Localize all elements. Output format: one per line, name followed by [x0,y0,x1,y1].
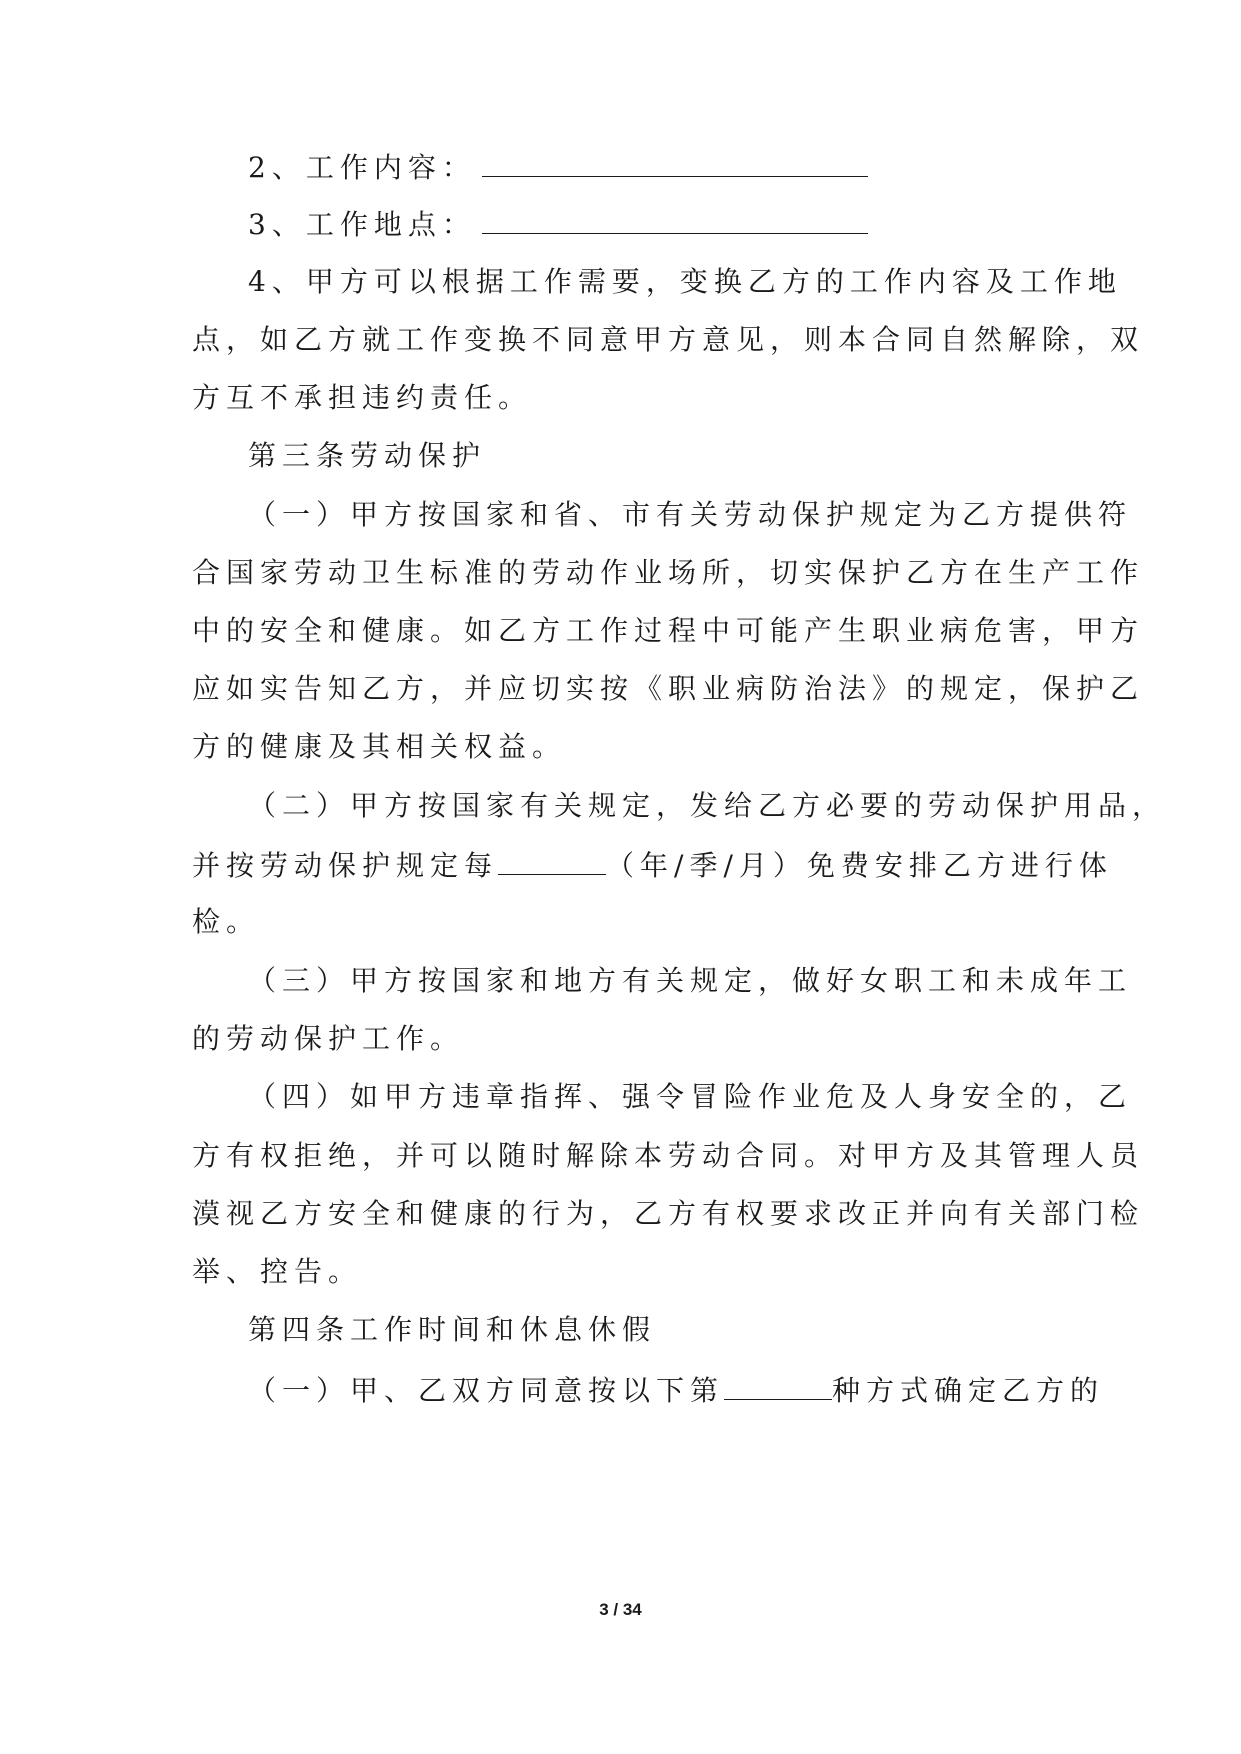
work-location-blank [482,203,868,234]
article-3-clause-3-line-2: 的劳动保护工作。 [192,1022,465,1055]
page-number: 3 / 34 [599,1600,642,1619]
article-3-clause-4-line-4: 举、控告。 [192,1255,363,1288]
article-4-clause-1-before: （一）甲、乙双方同意按以下第 [248,1374,725,1407]
article-4-heading: 第四条工作时间和休息休假 [248,1313,657,1346]
checkup-frequency-blank [498,844,606,875]
article-3-clause-3-line-1: （三）甲方按国家和地方有关规定，做好女职工和未成年工 [248,964,1133,997]
item-4-line-3: 方互不承担违约责任。 [192,381,533,414]
clause-2-line-2-before: 并按劳动保护规定每 [192,849,499,882]
article-3-clause-2-line-3: 检。 [192,905,261,938]
article-3-clause-4-line-2: 方有权拒绝，并可以随时解除本劳动合同。对甲方及其管理人员 [192,1139,1145,1172]
article-4-clause-1-line-1 [248,1369,1104,1409]
article-3-clause-4-line-1: （四）如甲方违章指挥、强令冒险作业危及人身安全的，乙 [248,1080,1133,1113]
item-4-line-2: 点，如乙方就工作变换不同意甲方意见，则本合同自然解除，双 [192,323,1145,356]
working-time-method-blank [724,1369,832,1400]
article-3-clause-2-line-2 [192,844,1113,884]
article-3-clause-1-line-1: （一）甲方按国家和省、市有关劳动保护规定为乙方提供符 [248,498,1133,531]
article-3-heading: 第三条劳动保护 [248,439,487,472]
item-2-label: 2、工作内容： [248,151,476,184]
work-content-blank [482,146,868,177]
article-3-clause-1-line-5: 方的健康及其相关权益。 [192,730,567,763]
item-2-work-content [248,146,868,186]
item-4-line-1: 4、甲方可以根据工作需要，变换乙方的工作内容及工作地 [248,265,1122,298]
article-3-clause-1-line-4: 应如实告知乙方，并应切实按《职业病防治法》的规定，保护乙 [192,672,1145,705]
article-3-clause-2-line-1: （二）甲方按国家有关规定，发给乙方必要的劳动保护用品， [248,789,1167,822]
article-3-clause-1-line-3: 中的安全和健康。如乙方工作过程中可能产生职业病危害，甲方 [192,614,1145,647]
item-3-work-location [248,203,868,243]
clause-2-line-2-after: （年/季/月）免费安排乙方进行体 [606,849,1113,882]
item-3-label: 3、工作地点： [248,208,476,241]
article-4-clause-1-after: 种方式确定乙方的 [832,1374,1105,1407]
article-3-clause-4-line-3: 漠视乙方安全和健康的行为，乙方有权要求改正并向有关部门检 [192,1197,1145,1230]
article-3-clause-1-line-2: 合国家劳动卫生标准的劳动作业场所，切实保护乙方在生产工作 [192,556,1145,589]
